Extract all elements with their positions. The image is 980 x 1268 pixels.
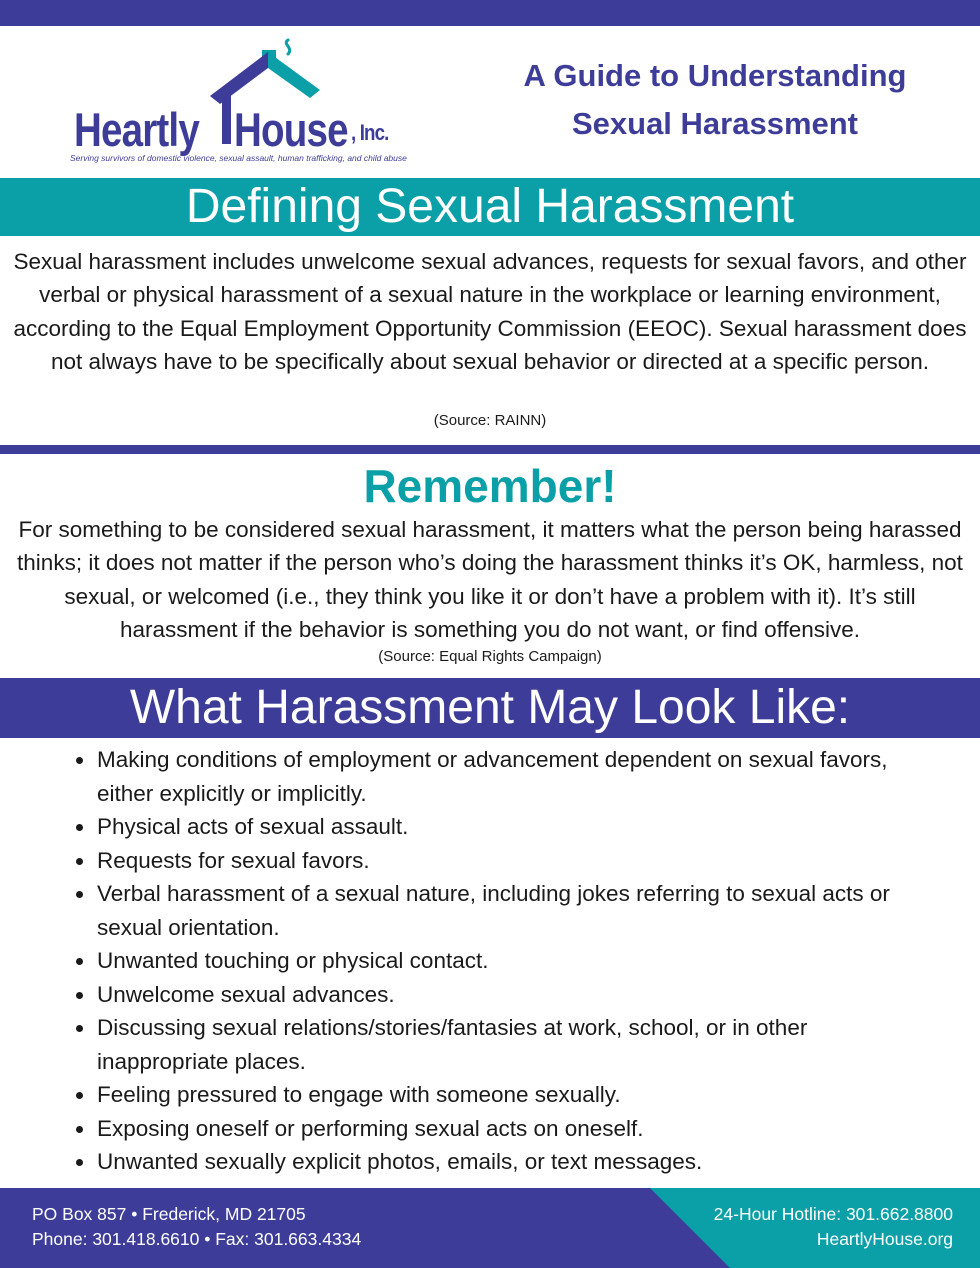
logo-suffix: , Inc. bbox=[351, 120, 389, 145]
section-heading-defining: Defining Sexual Harassment bbox=[0, 178, 980, 236]
top-color-bar bbox=[0, 0, 980, 26]
logo-word-house: House bbox=[234, 103, 348, 156]
list-item: Physical acts of sexual assault. bbox=[97, 810, 937, 844]
list-item: Discussing sexual relations/stories/fantasies at work, school, or in other inappropriate places. bbox=[97, 1011, 937, 1078]
footer bbox=[0, 1188, 980, 1268]
list-item: Verbal harassment of a sexual nature, including jokes referring to sexual acts or sexual orientation. bbox=[97, 877, 937, 944]
list-item: Unwanted sexually explicit photos, emails, or text messages. bbox=[97, 1145, 937, 1179]
section-heading-remember: Remember! bbox=[363, 460, 617, 512]
footer-website-link[interactable]: HeartlyHouse.org bbox=[816, 1229, 953, 1249]
footer-phone: Phone: 301.418.6610 • Fax: 301.663.4334 bbox=[32, 1229, 362, 1249]
logo-word-heartly: Heartly bbox=[74, 103, 199, 156]
heartly-house-logo bbox=[68, 34, 408, 166]
examples-list bbox=[97, 743, 937, 1179]
definition-paragraph: Sexual harassment includes unwelcome sexual advances, requests for sexual favors, and other verbal or physical harassment of a sexual nature in the workplace or learning environment, according to the Equal Employment Opportunity Commission (EEOC). Sexual harassment does not always have to be specifically about sexual behavior or directed at a specific person. bbox=[13, 249, 967, 375]
section-divider bbox=[0, 445, 980, 454]
list-item: Unwanted touching or physical contact. bbox=[97, 944, 937, 978]
list-item: Exposing oneself or performing sexual acts on oneself. bbox=[97, 1112, 937, 1146]
list-item: Making conditions of employment or advancement dependent on sexual favors, either explicitly or implicitly. bbox=[97, 743, 937, 810]
page-title-line1: A Guide to Understanding bbox=[523, 58, 907, 93]
definition-source: (Source: RAINN) bbox=[433, 412, 547, 429]
page-title-line2: Sexual Harassment bbox=[571, 106, 859, 141]
footer-hotline-block bbox=[714, 1202, 953, 1252]
footer-contact bbox=[32, 1202, 361, 1252]
remember-paragraph: For something to be considered sexual harassment, it matters what the person being harassed thinks; it does not matter if the person who’s doing the harassment thinks it’s OK, harmless, not sexual, or welcomed (i.e., they think you like it or don’t have a problem with it). It’s still harassment if the behavior is something you do not want, or find offensive. bbox=[17, 517, 963, 643]
page-title bbox=[470, 52, 960, 148]
list-item: Feeling pressured to engage with someone sexually. bbox=[97, 1078, 937, 1112]
section-heading-examples: What Harassment May Look Like: bbox=[0, 678, 980, 738]
logo-tagline: Serving survivors of domestic violence, sexual assault, human trafficking, and child abuse bbox=[70, 153, 407, 163]
remember-source: (Source: Equal Rights Campaign) bbox=[378, 648, 602, 665]
list-item: Requests for sexual favors. bbox=[97, 844, 937, 878]
footer-hotline: 24-Hour Hotline: 301.662.8800 bbox=[713, 1204, 953, 1224]
list-item: Unwelcome sexual advances. bbox=[97, 978, 937, 1012]
footer-address: PO Box 857 • Frederick, MD 21705 bbox=[32, 1204, 306, 1224]
